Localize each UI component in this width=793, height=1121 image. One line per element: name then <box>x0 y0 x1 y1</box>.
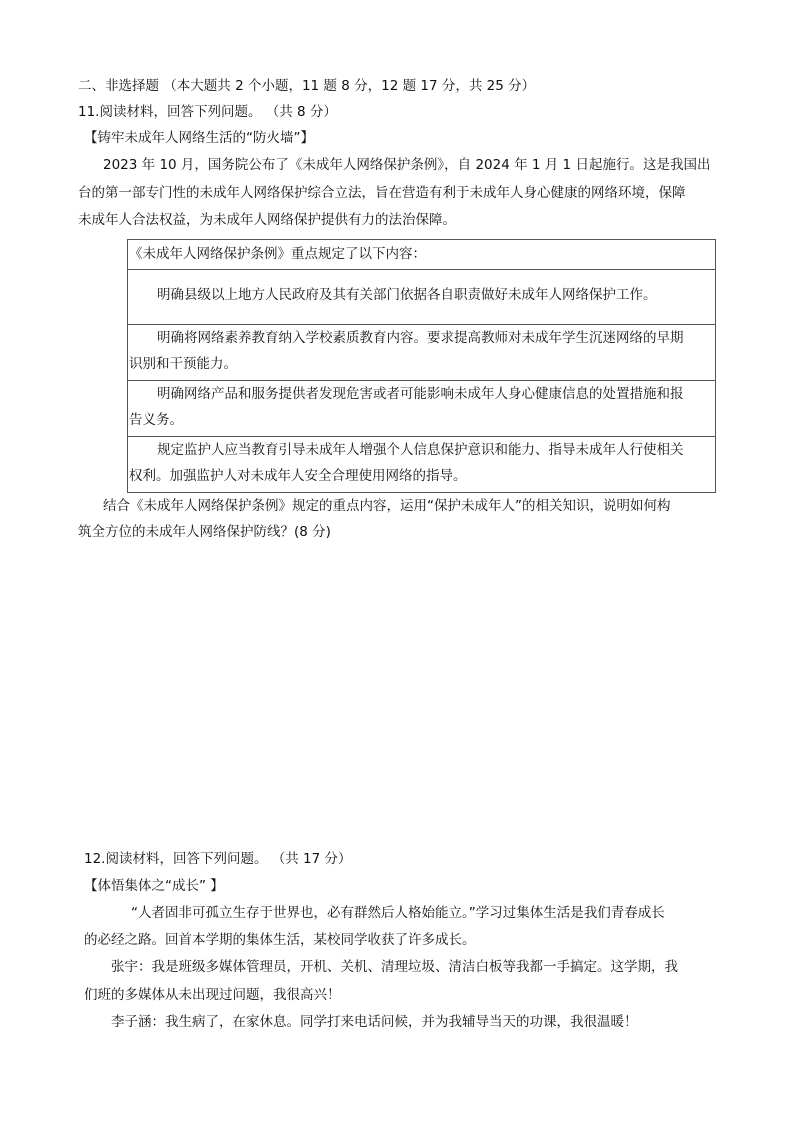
table-header-text: 《未成年人网络保护条例》重点规定了以下内容： <box>129 246 426 262</box>
table-cell-text: 明确网络产品和服务提供者发现危害或者可能影响未成年人身心健康信息的处置措施和报 <box>157 386 684 402</box>
table-cell-text: 告义务。 <box>129 412 183 428</box>
table-header-row <box>128 240 715 270</box>
table-cell-text: 明确将网络素养教育纳入学校素质教育内容。要求提高教师对未成年学生沉迷网络的早期 <box>157 330 684 346</box>
q11-question-line-2: 筑全方位的未成年人网络保护防线？(8 分) <box>78 524 331 540</box>
table-cell-text: 规定监护人应当教育引导未成年人增强个人信息保护意识和能力、指导未成年人行使相关 <box>157 442 684 458</box>
table-row <box>128 381 715 437</box>
q11-question-line-1: 结合《未成年人网络保护条例》规定的重点内容，运用“保护未成年人”的相关知识，说明如何构 <box>103 498 671 514</box>
q12-material-title: 【体悟集体之“成长” 】 <box>84 878 224 894</box>
table-row <box>128 437 715 494</box>
q11-title: 11.阅读材料，回答下列问题。 （共 8 分） <box>78 104 337 120</box>
q11-material-title: 【铸牢未成年人网络生活的“防火墙”】 <box>84 130 314 146</box>
q12-zhangyu-line-1: 张宇：我是班级多媒体管理员，开机、关机、清理垃圾、清洁白板等我都一手搞定。这学期，我 <box>111 959 678 975</box>
table-cell-text: 明确县级以上地方人民政府及其有关部门依据各自职责做好未成年人网络保护工作。 <box>157 287 657 303</box>
q12-zhangyu-line-2: 们班的多媒体从未出现过问题，我很高兴！ <box>84 987 341 1003</box>
q11-paragraph-line-1: 2023 年 10 月，国务院公布了《未成年人网络保护条例》，自 2024 年 1 月 1 日起施行。这是我国出 <box>103 157 711 173</box>
table-row <box>128 325 715 381</box>
table-row <box>128 270 715 325</box>
q12-paragraph-line-2: 的必经之路。回首本学期的集体生活，某校同学收获了许多成长。 <box>84 932 476 948</box>
table-cell-text: 权利。加强监护人对未成年人安全合理使用网络的指导。 <box>129 468 467 484</box>
table-cell-text: 识别和干预能力。 <box>129 356 237 372</box>
q12-lizihan-line: 李子涵：我生病了，在家休息。同学打来电话问候，并为我辅导当天的功课，我很温暖！ <box>111 1014 638 1030</box>
q12-paragraph-line-1: “人者固非可孤立生存于世界也，必有群然后人格始能立。”学习过集体生活是我们青春成长 <box>131 905 665 921</box>
regulation-table <box>127 239 716 493</box>
q11-paragraph-line-3: 未成年人合法权益，为未成年人网络保护提供有力的法治保障。 <box>78 212 456 228</box>
q11-paragraph-line-2: 台的第一部专门性的未成年人网络保护综合立法，旨在营造有利于未成年人身心健康的网络环境，保障 <box>78 185 686 201</box>
section-heading: 二、非选择题 （本大题共 2 个小题，11 题 8 分，12 题 17 分，共 25 分） <box>78 78 536 94</box>
q12-title: 12.阅读材料，回答下列问题。 （共 17 分） <box>84 851 352 867</box>
